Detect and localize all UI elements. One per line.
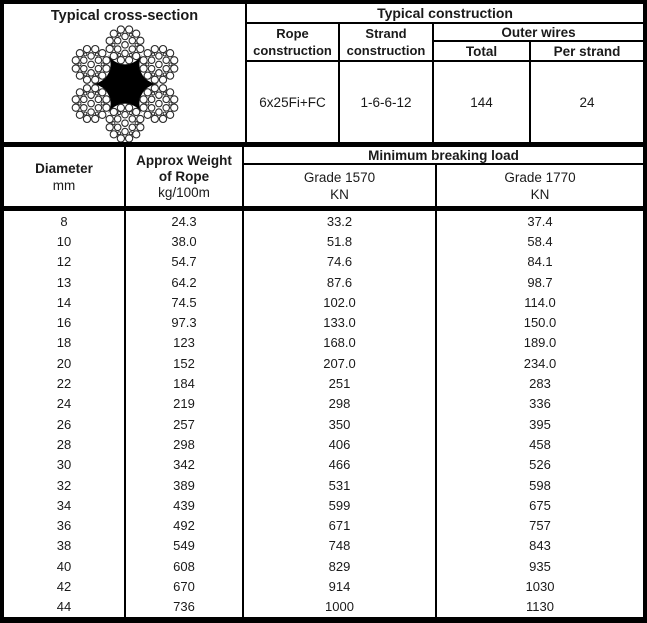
weight-cell: 736: [126, 597, 244, 617]
diameter-cell: 34: [4, 495, 126, 515]
weight-cell: 257: [126, 414, 244, 434]
construction-block: [4, 4, 643, 147]
grade-1570-cell: 51.8: [244, 231, 437, 251]
grade-1570-cell: 251: [244, 373, 437, 393]
breaking-load-group: [244, 147, 643, 206]
construction-subheader-row: [247, 24, 643, 62]
diameter-cell: 10: [4, 231, 126, 251]
rope-construction-value: 6x25Fi+FC: [247, 62, 340, 142]
weight-cell: 342: [126, 455, 244, 475]
table-row: [4, 515, 643, 535]
cross-section-cell: [4, 4, 247, 142]
table-row: [4, 434, 643, 454]
construction-table: [247, 4, 643, 142]
grade-1770-cell: 757: [529, 518, 551, 534]
grade-1570-cell: 748: [244, 536, 437, 556]
diameter-cell: 40: [4, 556, 126, 576]
grade-1570-cell: 914: [244, 576, 437, 596]
diameter-cell: 20: [4, 353, 126, 373]
grade-1770-cell: 1130: [526, 599, 554, 615]
grade-1770-cell: 234.0: [523, 355, 557, 371]
weight-cell: 298: [126, 434, 244, 454]
strand-construction-label-line1: Strand: [365, 26, 407, 41]
grade-1770-cell: 458: [529, 436, 551, 452]
grade-1770-cell: 1030: [525, 578, 555, 594]
weight-cell: 219: [126, 394, 244, 414]
table-row: [4, 373, 643, 393]
grade-1770-cell: 84.1: [527, 254, 553, 270]
grade-1570-cell: 531: [244, 475, 437, 495]
diameter-column-header: [4, 147, 126, 206]
weight-cell: 608: [126, 556, 244, 576]
weight-cell: 152: [126, 353, 244, 373]
table-row: [4, 495, 643, 515]
strand-construction-header: [340, 24, 434, 60]
outer-wires-header: Outer wires: [434, 24, 643, 42]
weight-column-header: [126, 147, 244, 206]
grade-1570-cell: 1000: [244, 597, 437, 617]
weight-cell: 74.5: [126, 292, 244, 312]
table-row: [4, 475, 643, 495]
table-row: [4, 414, 643, 434]
table-row: [4, 353, 643, 373]
grade-1570-header: [244, 165, 437, 206]
table-row: [4, 597, 643, 617]
diameter-label: Diameter: [35, 160, 93, 176]
weight-cell: 123: [126, 333, 244, 353]
rope-construction-label-line1: Rope: [276, 26, 309, 41]
grade-1570-cell: 406: [244, 434, 437, 454]
weight-label-line1: Approx Weight: [136, 152, 232, 168]
diameter-cell: 8: [4, 211, 126, 231]
grade-1770-cell: 336: [529, 396, 551, 412]
construction-values-row: [247, 62, 643, 142]
grade-1770-cell: 843: [529, 538, 551, 554]
grade-1770-cell: 526: [529, 457, 551, 473]
grade-1570-cell: 671: [244, 515, 437, 535]
diameter-cell: 42: [4, 576, 126, 596]
table-row: [4, 576, 643, 596]
cross-section-image-area: [4, 25, 245, 142]
grade-1570-cell: 87.6: [244, 272, 437, 292]
weight-label-line2: of Rope: [158, 168, 210, 184]
grade-1770-cell: 935: [529, 558, 551, 574]
grade-1770-unit: KN: [530, 186, 550, 202]
grade-1770-cell: 598: [529, 477, 551, 493]
diameter-cell: 14: [4, 292, 126, 312]
weight-cell: 38.0: [126, 231, 244, 251]
weight-unit: kg/100m: [158, 184, 210, 200]
grade-1770-cell: 283: [529, 376, 551, 392]
rope-construction-label-line2: construction: [253, 43, 332, 58]
table-row: [4, 536, 643, 556]
weight-cell: 389: [126, 475, 244, 495]
table-row: [4, 333, 643, 353]
rope-construction-header: [247, 24, 340, 60]
outer-wires-total-value: 144: [434, 62, 531, 142]
diameter-cell: 13: [4, 272, 126, 292]
weight-cell: 184: [126, 373, 244, 393]
breaking-load-title: Minimum breaking load: [244, 147, 643, 165]
table-row: [4, 272, 643, 292]
rope-cross-section-diagram: [57, 25, 193, 142]
diameter-cell: 30: [4, 455, 126, 475]
diameter-cell: 24: [4, 394, 126, 414]
grade-1570-label: Grade 1570: [303, 169, 376, 185]
weight-cell: 54.7: [126, 252, 244, 272]
grade-1570-cell: 207.0: [244, 353, 437, 373]
grade-1770-header: [437, 165, 643, 206]
diameter-cell: 16: [4, 312, 126, 332]
grade-1570-cell: 102.0: [244, 292, 437, 312]
data-rows: [4, 211, 643, 617]
strand-construction-label-line2: construction: [346, 43, 426, 58]
grade-1570-cell: 599: [244, 495, 437, 515]
diameter-cell: 44: [4, 597, 126, 617]
grade-1770-cell: 37.4: [527, 213, 553, 229]
outer-wires-group: [434, 24, 643, 60]
diameter-cell: 32: [4, 475, 126, 495]
table-row: [4, 211, 643, 231]
construction-title: Typical construction: [247, 4, 643, 24]
outer-wires-per-strand-value: 24: [579, 94, 595, 110]
outer-wires-per-strand-header: Per strand: [553, 43, 621, 59]
diameter-cell: 22: [4, 373, 126, 393]
grade-1770-cell: 675: [529, 497, 551, 513]
grade-1770-label: Grade 1770: [504, 169, 576, 185]
weight-cell: 64.2: [126, 272, 244, 292]
diameter-unit: mm: [52, 177, 76, 193]
table-row: [4, 394, 643, 414]
grade-1570-cell: 168.0: [244, 333, 437, 353]
grade-1770-cell: 189.0: [523, 335, 557, 351]
weight-cell: 549: [126, 536, 244, 556]
table-row: [4, 455, 643, 475]
grade-1570-cell: 829: [244, 556, 437, 576]
grade-1570-cell: 350: [244, 414, 437, 434]
weight-cell: 670: [126, 576, 244, 596]
weight-cell: 24.3: [126, 211, 244, 231]
diameter-cell: 28: [4, 434, 126, 454]
table-row: [4, 252, 643, 272]
table-row: [4, 292, 643, 312]
grade-1570-cell: 298: [244, 394, 437, 414]
grade-headers-row: [244, 165, 643, 206]
outer-wires-total-header: Total: [434, 42, 531, 60]
grade-1770-cell: 395: [529, 416, 551, 432]
weight-cell: 97.3: [126, 312, 244, 332]
strand-construction-value: 1-6-6-12: [340, 62, 434, 142]
grade-1570-cell: 33.2: [244, 211, 437, 231]
diameter-cell: 26: [4, 414, 126, 434]
diameter-cell: 12: [4, 252, 126, 272]
outer-wires-subheader-row: [434, 42, 643, 60]
grade-1770-cell: 98.7: [527, 274, 553, 290]
diameter-cell: 18: [4, 333, 126, 353]
weight-cell: 439: [126, 495, 244, 515]
weight-cell: 492: [126, 515, 244, 535]
load-table-header: [4, 147, 643, 211]
grade-1770-cell: 150.0: [523, 315, 557, 331]
grade-1570-unit: KN: [330, 186, 349, 202]
table-row: [4, 231, 643, 251]
table-row: [4, 556, 643, 576]
grade-1770-cell: 114.0: [524, 294, 556, 310]
grade-1770-cell: 58.4: [527, 233, 553, 249]
diameter-cell: 36: [4, 515, 126, 535]
diameter-cell: 38: [4, 536, 126, 556]
grade-1570-cell: 133.0: [244, 312, 437, 332]
cross-section-title: Typical cross-section: [50, 8, 199, 24]
table-row: [4, 312, 643, 332]
grade-1570-cell: 466: [244, 455, 437, 475]
grade-1570-cell: 74.6: [244, 252, 437, 272]
